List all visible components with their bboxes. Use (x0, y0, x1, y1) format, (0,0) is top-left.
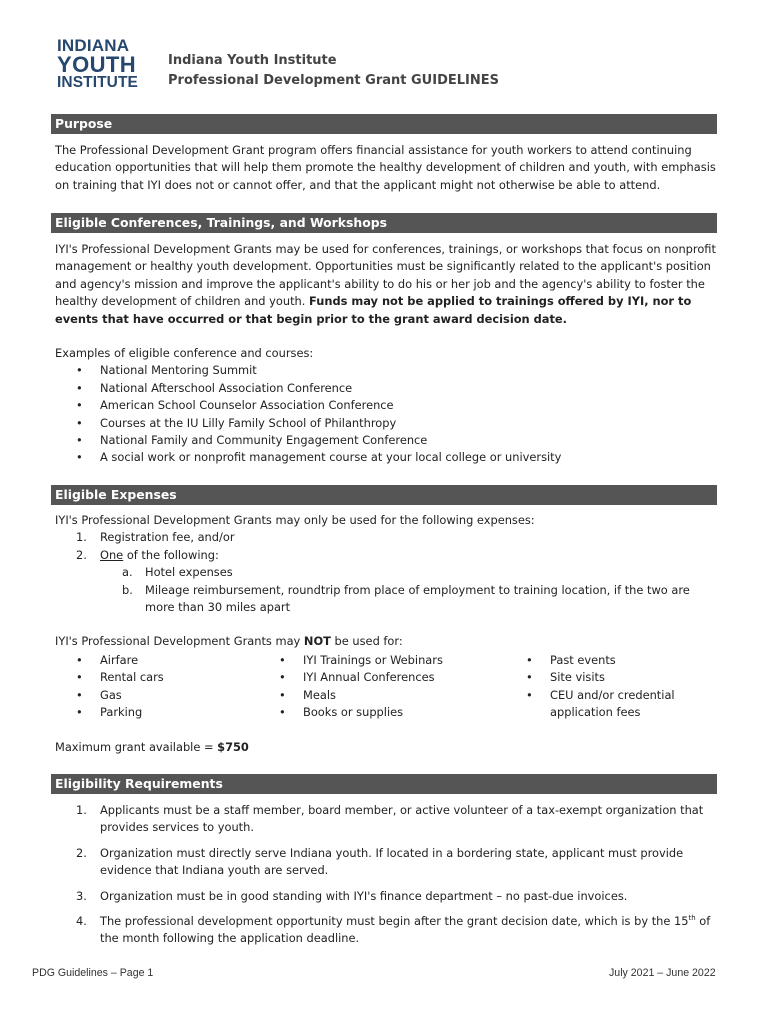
max-grant-label: Maximum grant available = (55, 740, 218, 754)
list-item: • Gas (76, 687, 256, 704)
expenses-section (55, 512, 717, 651)
iyi-logo (57, 37, 149, 91)
footer-date-range: July 2021 – June 2022 (609, 967, 716, 979)
section-heading-eligible-conferences: Eligible Conferences, Trainings, and Workshops (51, 213, 717, 233)
list-item: • National Afterschool Association Conference (55, 380, 717, 397)
document-header (168, 51, 499, 91)
examples-intro: Examples of eligible conference and courses: (55, 346, 314, 361)
eligible-text-bold: Funds may not be applied to trainings offered by IYI, nor to events that have occurred or that begin prior to the grant award decision date. (55, 294, 692, 326)
list-item: • Parking (76, 704, 256, 721)
list-text: Organization must directly serve Indiana youth. If located in a bordering state, applicant must provide evidence that Indiana youth are served. (100, 845, 684, 878)
superscript: th (688, 914, 696, 923)
not-intro-pre: IYI's Professional Development Grants may (55, 634, 304, 649)
list-item: • A social work or nonprofit management course at your local college or university (55, 449, 717, 466)
section-heading-purpose: Purpose (51, 114, 717, 134)
list-text: of the following: (123, 547, 219, 562)
list-item: • CEU and/or credential application fees (526, 687, 696, 722)
logo-line-2: YOUTH (57, 52, 136, 77)
list-item (55, 547, 717, 564)
list-item: • Courses at the IU Lilly Family School of Philanthropy (55, 415, 717, 432)
purpose-section (55, 142, 717, 194)
expenses-list (55, 529, 717, 564)
not-column-2 (279, 652, 509, 722)
not-column-3 (526, 652, 696, 722)
list-text: Registration fee, and/or (100, 530, 235, 545)
not-intro-post: be used for: (330, 634, 403, 649)
list-number: b. (122, 582, 133, 597)
list-item (55, 529, 717, 546)
list-item (55, 802, 717, 837)
purpose-text: The Professional Development Grant program offers financial assistance for youth workers to attend continuing education opportunities that will help them promote the healthy development of children and youth, with emphasis on training that IYI does not or cannot offer, and that the applicant might not otherwise be able to attend. (55, 143, 716, 192)
list-number: 4. (76, 914, 87, 929)
footer-page-label: PDG Guidelines – Page 1 (32, 967, 154, 979)
list-item: • Past events (526, 652, 696, 669)
list-item: • National Family and Community Engagement Conference (55, 432, 717, 449)
list-text: of the month following the application deadline. (100, 914, 711, 946)
list-text-underlined: One (100, 547, 124, 562)
not-column-1 (76, 652, 256, 722)
max-grant-value: $750 (217, 740, 249, 754)
list-item: • Rental cars (76, 669, 256, 686)
section-heading-eligibility-requirements: Eligibility Requirements (51, 774, 717, 794)
list-text: Organization must be in good standing with IYI's finance department – no past-due invoices. (100, 888, 628, 903)
requirements-list (55, 802, 717, 948)
list-number: 2. (76, 845, 87, 860)
list-text: Applicants must be a staff member, board member, or active volunteer of a tax-exempt organization that provides services to youth. (100, 803, 704, 835)
list-item: • Books or supplies (279, 704, 509, 721)
list-item: • National Mentoring Summit (55, 362, 717, 379)
not-intro-bold: NOT (303, 634, 331, 649)
logo-line-3: INSTITUTE (57, 74, 138, 91)
not-intro (55, 633, 717, 650)
eligible-text (55, 241, 717, 328)
header-org: Indiana Youth Institute (168, 53, 337, 68)
expenses-intro: IYI's Professional Development Grants may only be used for the following expenses: (55, 513, 535, 527)
list-item: • American School Counselor Association Conference (55, 397, 717, 414)
list-number: 3. (76, 888, 87, 903)
section-heading-eligible-expenses: Eligible Expenses (51, 485, 717, 505)
list-item (55, 888, 717, 905)
list-number: 1. (76, 530, 87, 545)
list-number: 1. (76, 803, 87, 817)
expenses-sub-list (55, 564, 717, 616)
list-item: • IYI Trainings or Webinars (279, 652, 509, 669)
list-item: • Meals (279, 687, 509, 704)
logo-line-1: INDIANA (57, 36, 130, 55)
list-item: • Airfare (76, 652, 256, 669)
list-item (55, 564, 717, 581)
list-item (55, 845, 717, 880)
header-title: Professional Development Grant GUIDELINES (168, 73, 499, 88)
list-item: • IYI Annual Conferences (279, 669, 509, 686)
examples-list (55, 362, 717, 466)
list-item (55, 913, 717, 948)
eligible-section (55, 241, 717, 467)
max-grant-line (55, 739, 717, 756)
max-grant (55, 739, 717, 756)
list-text: Mileage reimbursement, roundtrip from place of employment to training location, if the two are more than 30 miles apart (145, 582, 690, 615)
requirements-section (55, 802, 717, 956)
list-text: The professional development opportunity must begin after the grant decision date, which is by the 15 (100, 914, 689, 929)
list-text: Hotel expenses (145, 565, 233, 580)
list-number: 2. (76, 547, 87, 562)
not-eligible-columns (55, 652, 717, 724)
list-item: • Site visits (526, 669, 696, 686)
list-number: a. (122, 565, 133, 580)
list-item (55, 582, 717, 617)
eligible-text-body: IYI's Professional Development Grants may be used for conferences, trainings, or workshops that focus on nonprofit management or healthy youth development. Opportunities must be significantly related to the applicant's position and agency's mission and improve the applicant's ability to do his or her job and the agency's ability to foster the healthy development of children and youth. (55, 242, 716, 309)
